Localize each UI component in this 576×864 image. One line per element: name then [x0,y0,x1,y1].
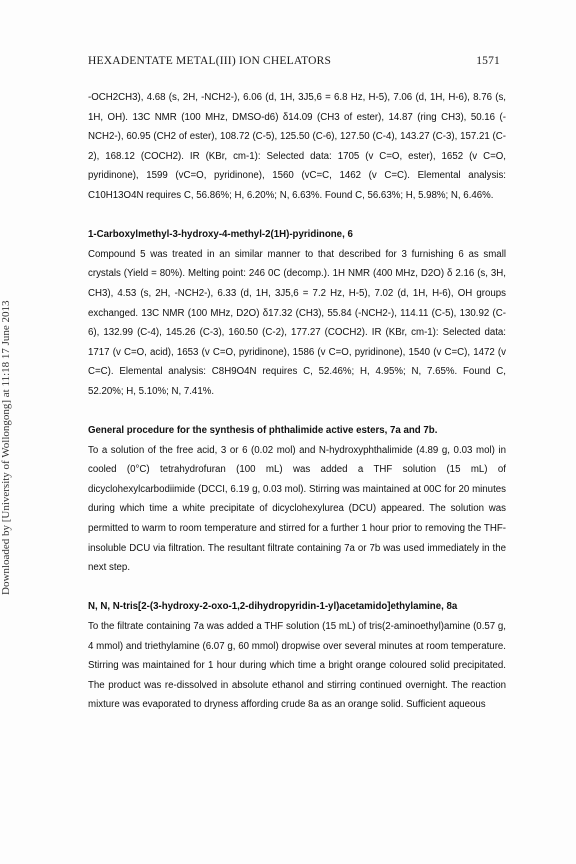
page-number: 1571 [476,55,500,67]
paragraph-compound-6: Compound 5 was treated in an similar manner to that described for 3 furnishing 6 as small crystals (Yield = 80%). Melting point: 246 0C (decomp.). 1H NMR (400 MHz, D2O) δ 2.16 (s, 3H, CH3), 4.53 (s, 2H, -NCH2-), 6.33 (d, 1H, 3J5,6 = 7.2 Hz, H-5), 7.02 (d, 1H, H-6), OH groups exchanged. 13C NMR (100 MHz, D2O) δ17.32 (CH3), 55.84 (-NCH2-), 114.11 (C-5), 130.92 (C-6), 132.99 (C-4), 145.26 (C-3), 160.50 (C-2), 177.27 (COCH2). IR (KBr, cm-1): Selected data: 1717 (v C=O, acid), 1653 (v C=O, pyridinone), 1586 (v C=O, pyridinone), 1540 (v C=C), 1472 (v C=C). Elemental analysis: C8H9O4N requires C, 52.46%; H, 4.95%; N, 7.65%. Found C, 52.20%; H, 5.10%; N, 7.41%. [88,248,506,397]
heading-compound-6: 1-Carboxylmethyl-3-hydroxy-4-methyl-2(1H)-pyridinone, 6 [88,229,353,241]
running-head-title: HEXADENTATE METAL(III) ION CHELATORS [88,55,332,67]
heading-general-procedure: General procedure for the synthesis of phthalimide active esters, 7a and 7b. [88,425,438,437]
heading-compound-8a: N, N, N-tris[2-(3-hydroxy-2-oxo-1,2-dihydropyridin-1-yl)acetamido]ethylamine, 8a [88,601,458,613]
paragraph-general-procedure: To a solution of the free acid, 3 or 6 (0.02 mol) and N-hydroxyphthalimide (4.89 g, 0.03 mol) in cooled (0°C) tetrahydrofuran (100 mL) was added a THF solution (15 mL) of dicyclohexylcarbodiimide (DCCI, 6.19 g, 0.03 mol). Stirring was maintained at 00C for 20 minutes during which time a white precipitate of dicyclohexylurea (DCU) appeared. The solution was permitted to warm to room temperature and stirred for a further 1 hour prior to removing the THF-insoluble DCU via filtration. The resultant filtrate containing 7a or 7b was used immediately in the next step. [88,444,506,574]
article-body [88,88,506,715]
paragraph-characterization-5: -OCH2CH3), 4.68 (s, 2H, -NCH2-), 6.06 (d, 1H, 3J5,6 = 6.8 Hz, H-5), 7.06 (d, 1H, H-6), 8.76 (s, 1H, OH). 13C NMR (100 MHz, DMSO-d6) δ14.09 (CH3 of ester), 14.87 (ring CH3), 50.16 (-NCH2-), 60.95 (CH2 of ester), 108.72 (C-5), 125.50 (C-6), 127.50 (C-4), 143.27 (C-3), 157.21 (C-2), 168.12 (COCH2). IR (KBr, cm-1): Selected data: 1705 (v C=O, ester), 1652 (v C=O, pyridinone), 1599 (vC=O, pyridinone), 1560 (vC=C, 1462 (v C=C). Elemental analysis: C10H13O4N requires C, 56.86%; H, 6.20%; N, 6.63%. Found C, 56.63%; H, 5.98%; N, 6.46%. [88,92,506,201]
paragraph-compound-8a: To the filtrate containing 7a was added a THF solution (15 mL) of tris(2-aminoethyl)amine (0.57 g, 4 mmol) and triethylamine (6.07 g, 60 mmol) dropwise over several minutes at room temperature. Stirring was maintained for 1 hour during which time a bright orange coloured solid precipitated. The product was re-dissolved in absolute ethanol and stirring continued overnight. The reaction mixture was evaporated to dryness affording crude 8a as an orange solid. Sufficient aqueous [88,621,506,711]
download-watermark: Downloaded by [University of Wollongong] at 11:18 17 June 2013 [0,300,12,595]
